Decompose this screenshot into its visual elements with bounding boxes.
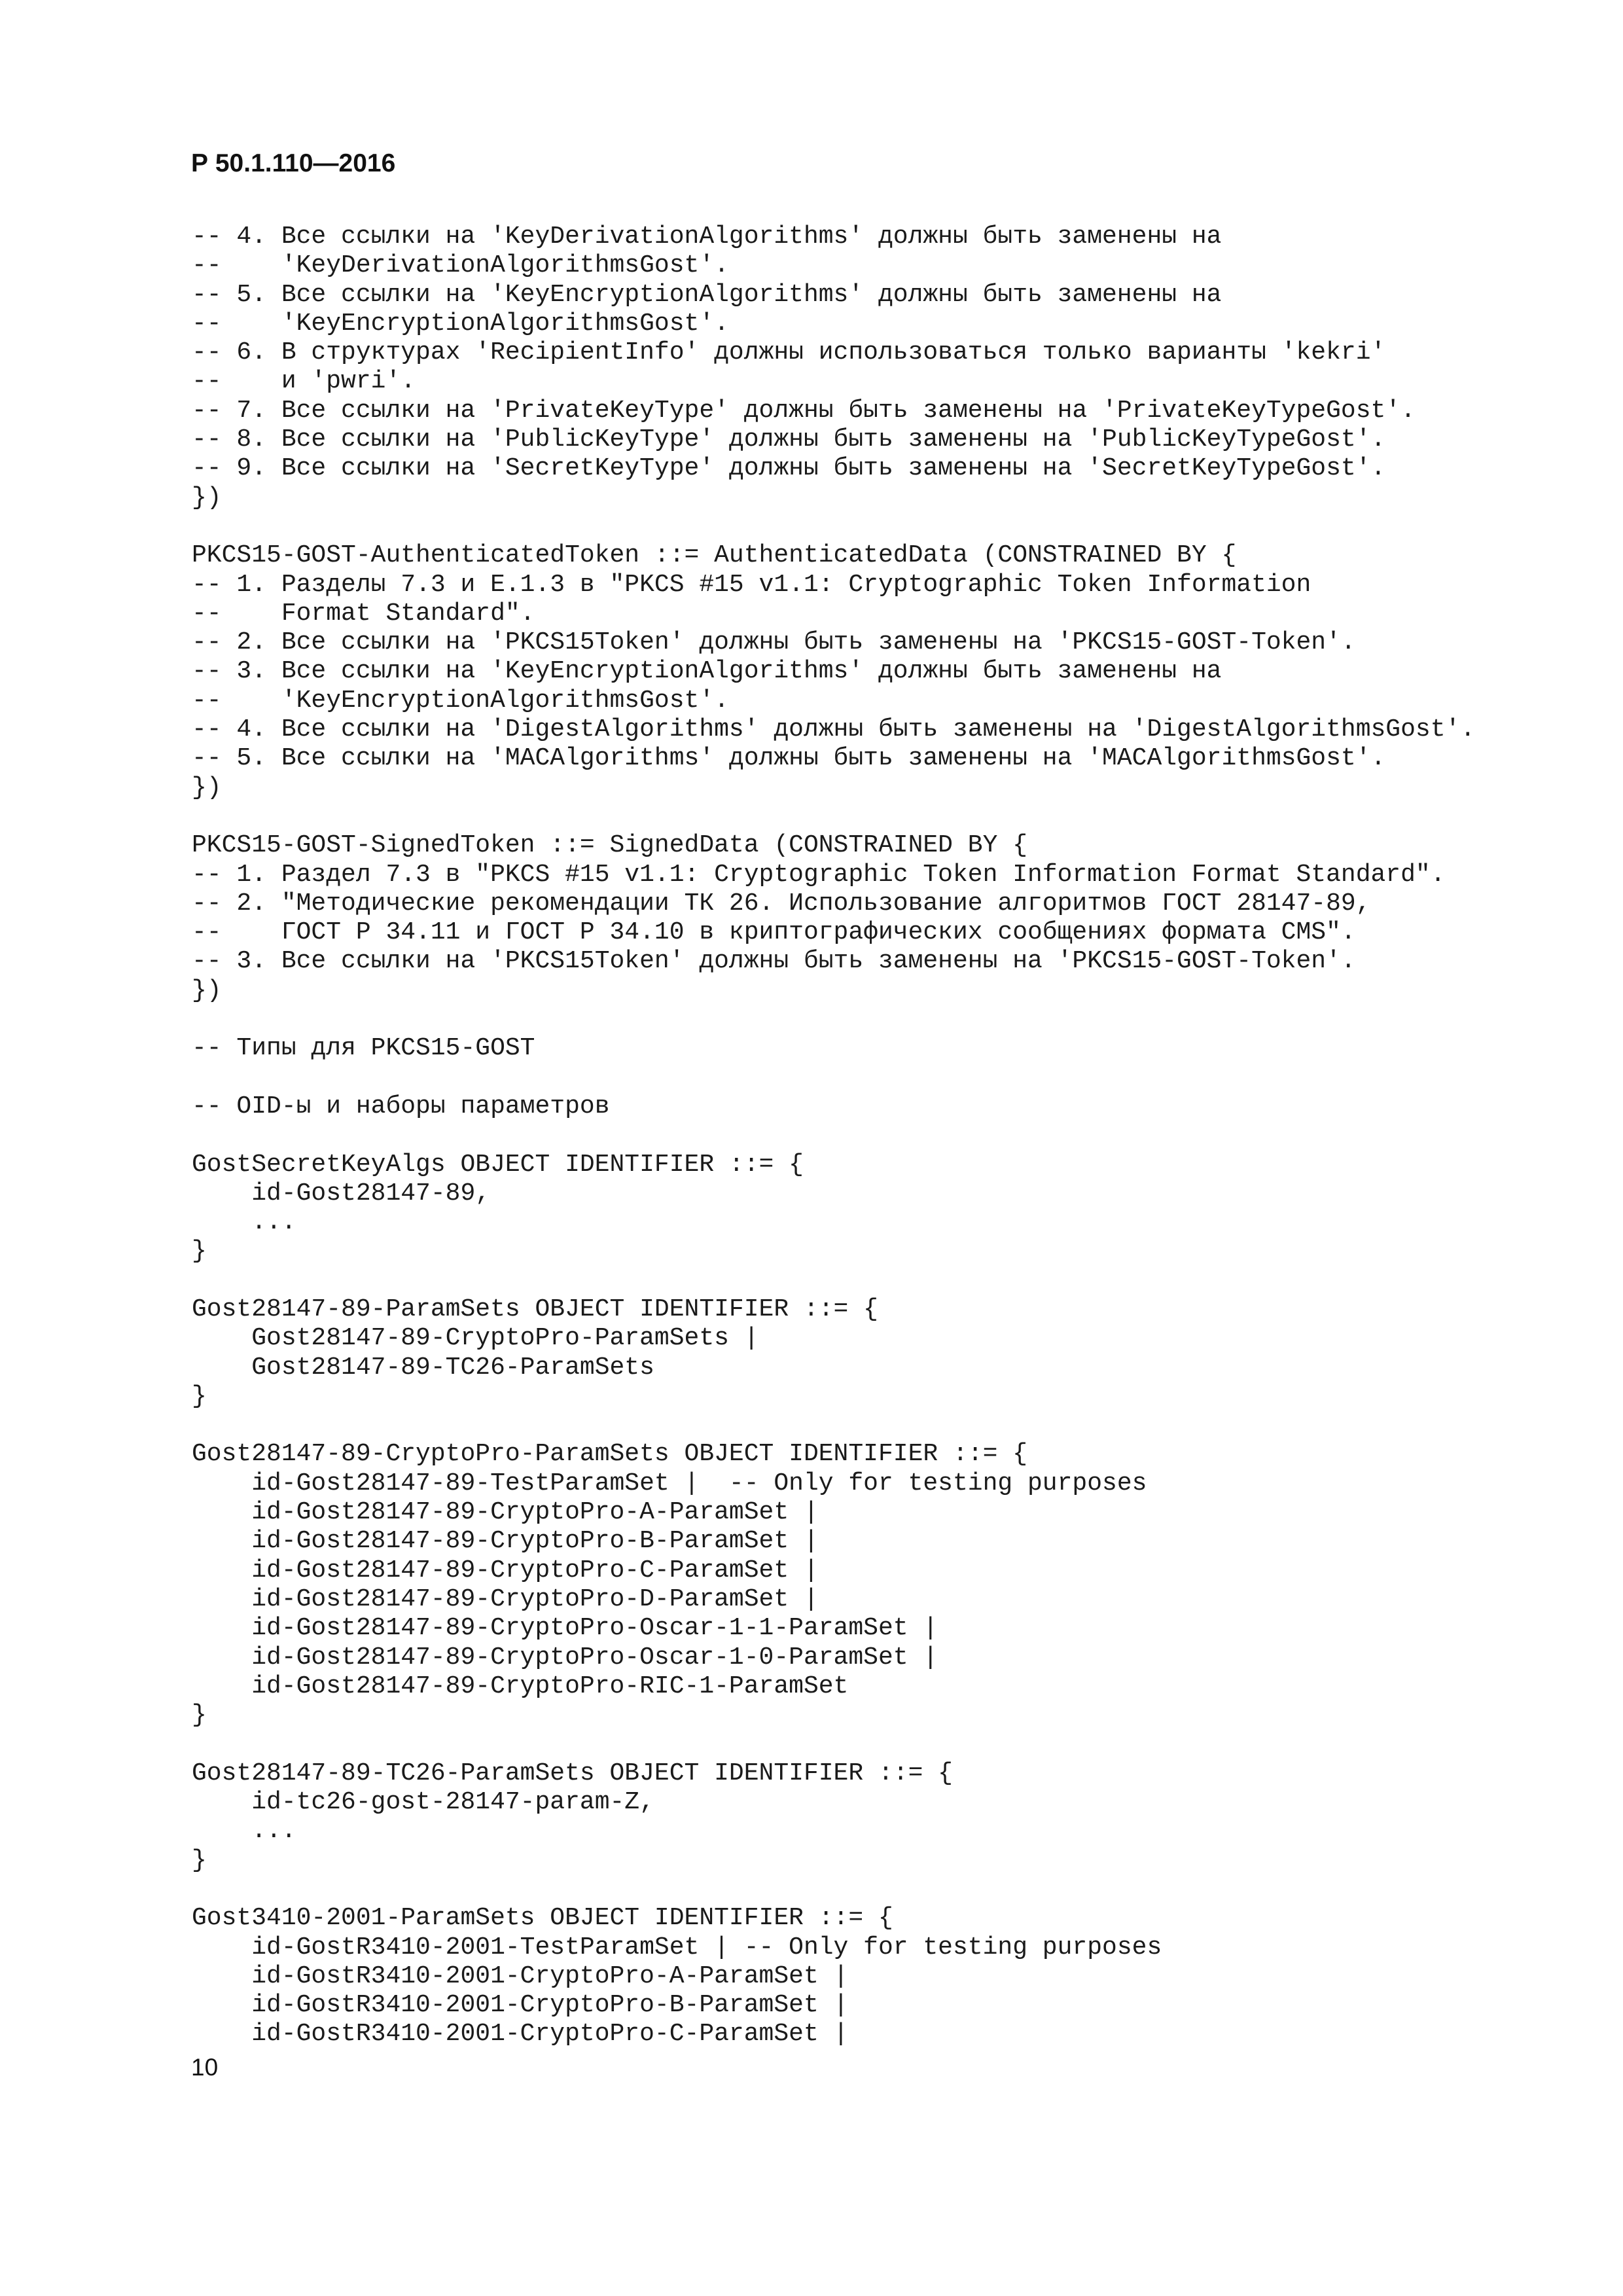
code-line: -- Format Standard". [192,599,535,628]
code-line: ... [192,1817,296,1846]
code-line [192,1121,1475,1150]
code-line: PKCS15-GOST-SignedToken ::= SignedData (CONSTRAINED BY { [192,831,1028,860]
code-line: id-Gost28147-89-CryptoPro-RIC-1-ParamSet [192,1672,849,1700]
code-line: id-Gost28147-89-CryptoPro-D-ParamSet | [192,1585,819,1613]
code-line: -- Типы для PKCS15-GOST [192,1034,535,1063]
code-line: -- 'KeyDerivationAlgorithmsGost'. [192,251,729,280]
code-line: id-tc26-gost-28147-param-Z, [192,1788,654,1817]
code-line: } [192,1237,207,1266]
code-line: id-Gost28147-89, [192,1179,491,1208]
document-header: Р 50.1.110—2016 [191,149,396,177]
code-line [192,1005,1475,1034]
code-line: -- 6. В структурах 'RecipientInfo' должны использоваться только варианты 'kekri' [192,338,1386,367]
code-line: id-Gost28147-89-CryptoPro-C-ParamSet | [192,1556,819,1585]
code-line: } [192,1701,207,1730]
code-line: } [192,1382,207,1410]
code-line: GostSecretKeyAlgs OBJECT IDENTIFIER ::= { [192,1150,804,1179]
code-line: Gost3410-2001-ParamSets OBJECT IDENTIFIER ::= { [192,1904,893,1933]
code-line [192,802,1475,831]
code-line: -- 2. Все ссылки на 'PKCS15Token' должны быть заменены на 'PKCS15-GOST-Token'. [192,628,1356,657]
code-line: Gost28147-89-TC26-ParamSets OBJECT IDENTIFIER ::= { [192,1759,953,1787]
code-line: id-GostR3410-2001-TestParamSet | -- Only for testing purposes [192,1933,1162,1962]
code-line [192,1411,1475,1440]
code-line: -- 'KeyEncryptionAlgorithmsGost'. [192,686,729,715]
code-line: -- 3. Все ссылки на 'KeyEncryptionAlgorithms' должны быть заменены на [192,657,1222,686]
code-line: -- 8. Все ссылки на 'PublicKeyType' должны быть заменены на 'PublicKeyTypeGost'. [192,425,1386,454]
code-line: id-Gost28147-89-CryptoPro-Oscar-1-0-ParamSet | [192,1643,938,1672]
code-line: ... [192,1208,296,1237]
code-line: Gost28147-89-TC26-ParamSets [192,1353,654,1382]
code-line: -- 4. Все ссылки на 'DigestAlgorithms' должны быть заменены на 'DigestAlgorithmsGost'. [192,715,1476,744]
code-line: -- 'KeyEncryptionAlgorithmsGost'. [192,309,729,338]
code-line: -- 1. Раздел 7.3 в "PKCS #15 v1.1: Cryptographic Token Information Format Standard". [192,860,1446,889]
code-line: -- 4. Все ссылки на 'KeyDerivationAlgorithms' должны быть заменены на [192,223,1222,251]
code-line [192,1730,1475,1759]
page-number: 10 [191,2054,219,2081]
code-line: }) [192,976,222,1005]
code-line: id-Gost28147-89-CryptoPro-A-ParamSet | [192,1498,819,1527]
code-line: Gost28147-89-ParamSets OBJECT IDENTIFIER ::= { [192,1295,878,1323]
code-line: -- 7. Все ссылки на 'PrivateKeyType' должны быть заменены на 'PrivateKeyTypeGost'. [192,396,1416,425]
code-line [192,1266,1475,1295]
code-line: id-Gost28147-89-CryptoPro-B-ParamSet | [192,1527,819,1556]
asn1-code-listing [192,223,1475,2049]
code-line: -- OID-ы и наборы параметров [192,1092,610,1121]
code-line: id-Gost28147-89-TestParamSet | -- Only for testing purposes [192,1469,1147,1498]
code-line: -- 1. Разделы 7.3 и E.1.3 в "PKCS #15 v1.1: Cryptographic Token Information [192,570,1311,599]
code-line: -- 9. Все ссылки на 'SecretKeyType' должны быть заменены на 'SecretKeyTypeGost'. [192,454,1386,483]
code-line: id-GostR3410-2001-CryptoPro-A-ParamSet | [192,1962,849,1990]
code-line: }) [192,483,222,512]
code-line: -- и 'pwri'. [192,367,416,396]
code-line: }) [192,773,222,802]
code-line: -- 3. Все ссылки на 'PKCS15Token' должны быть заменены на 'PKCS15-GOST-Token'. [192,947,1356,976]
code-line: } [192,1846,207,1874]
code-line: Gost28147-89-CryptoPro-ParamSets OBJECT IDENTIFIER ::= { [192,1440,1028,1469]
code-line: PKCS15-GOST-AuthenticatedToken ::= AuthenticatedData (CONSTRAINED BY { [192,541,1237,570]
code-line [192,1875,1475,1904]
code-line: -- ГОСТ Р 34.11 и ГОСТ Р 34.10 в криптографических сообщениях формата CMS". [192,918,1356,947]
code-line: -- 5. Все ссылки на 'KeyEncryptionAlgorithms' должны быть заменены на [192,280,1222,309]
code-line: id-GostR3410-2001-CryptoPro-C-ParamSet | [192,2020,849,2049]
code-line [192,512,1475,541]
code-line: -- 5. Все ссылки на 'MACAlgorithms' должны быть заменены на 'MACAlgorithmsGost'. [192,744,1386,773]
code-line: Gost28147-89-CryptoPro-ParamSets | [192,1324,759,1353]
code-line: -- 2. "Методические рекомендации ТК 26. Использование алгоритмов ГОСТ 28147-89, [192,889,1371,918]
code-line: id-GostR3410-2001-CryptoPro-B-ParamSet | [192,1991,849,2020]
code-line: id-Gost28147-89-CryptoPro-Oscar-1-1-ParamSet | [192,1614,938,1643]
code-line [192,1064,1475,1092]
